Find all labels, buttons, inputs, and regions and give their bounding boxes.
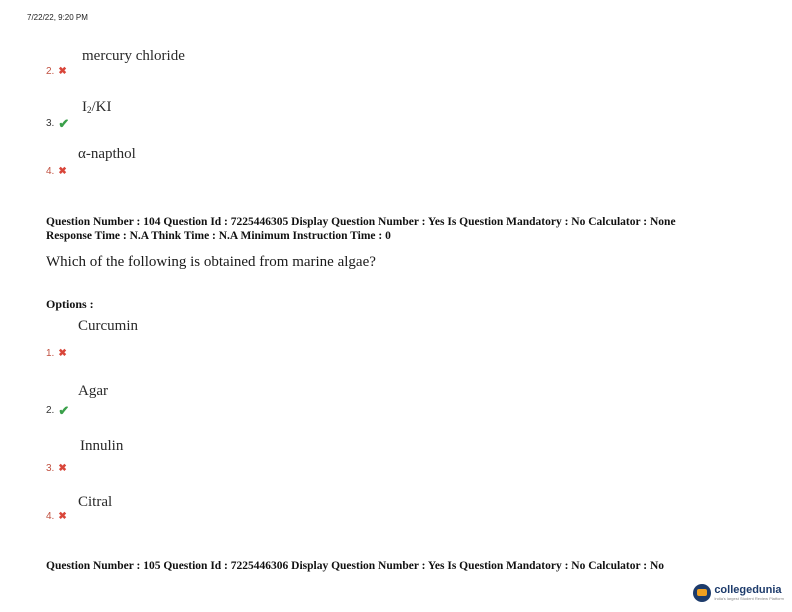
formula-main: I <box>82 99 87 115</box>
print-timestamp: 7/22/22, 9:20 PM <box>27 13 88 22</box>
correct-check-icon: ✔ <box>58 116 70 131</box>
q104-option-1-number <box>46 348 67 359</box>
option-number: 4. <box>46 166 55 177</box>
option-number: 3. <box>46 463 55 474</box>
logo-icon <box>693 584 711 602</box>
option-number: 2. <box>46 66 55 77</box>
q104-option-2-number <box>46 404 69 417</box>
collegedunia-logo <box>693 584 784 602</box>
correct-check-icon: ✔ <box>58 403 70 418</box>
logo-tagline: India's largest Student Review Platform <box>714 596 784 601</box>
q104-option-4-text: Citral <box>78 494 113 510</box>
q104-option-3-number <box>46 463 67 474</box>
q104-option-2-text: Agar <box>78 383 108 399</box>
wrong-mark-icon: ✖ <box>58 165 67 177</box>
prev-option-3-text <box>82 99 112 116</box>
prev-option-4-text: α-napthol <box>78 146 136 162</box>
prev-option-4-number <box>46 166 67 177</box>
wrong-mark-icon: ✖ <box>58 65 67 77</box>
wrong-mark-icon: ✖ <box>58 462 67 474</box>
formula-rest: /KI <box>91 99 112 115</box>
formula-subscript: 2 <box>87 105 92 115</box>
logo-name: collegedunia <box>714 584 782 596</box>
option-number: 3. <box>46 118 55 129</box>
option-number: 4. <box>46 511 55 522</box>
prev-option-2-text: mercury chloride <box>82 48 185 64</box>
q104-option-1-text: Curcumin <box>78 318 138 334</box>
q104-option-3-text: Innulin <box>80 438 124 454</box>
option-number: 2. <box>46 405 55 416</box>
question-104-text: Which of the following is obtained from marine algae? <box>46 254 376 270</box>
question-104-meta-line2: Response Time : N.A Think Time : N.A Minimum Instruction Time : 0 <box>46 230 391 242</box>
wrong-mark-icon: ✖ <box>58 347 67 359</box>
prev-option-2-number <box>46 66 67 77</box>
wrong-mark-icon: ✖ <box>58 510 67 522</box>
question-104-meta-line1: Question Number : 104 Question Id : 7225446305 Display Question Number : Yes Is Question Mandatory : No Calculator : None <box>46 216 676 228</box>
options-label: Options : <box>46 297 94 311</box>
prev-option-3-number <box>46 117 69 130</box>
question-105-meta-line1: Question Number : 105 Question Id : 7225446306 Display Question Number : Yes Is Question Mandatory : No Calculator : No <box>46 560 665 572</box>
q104-option-4-number <box>46 511 67 522</box>
option-number: 1. <box>46 348 55 359</box>
